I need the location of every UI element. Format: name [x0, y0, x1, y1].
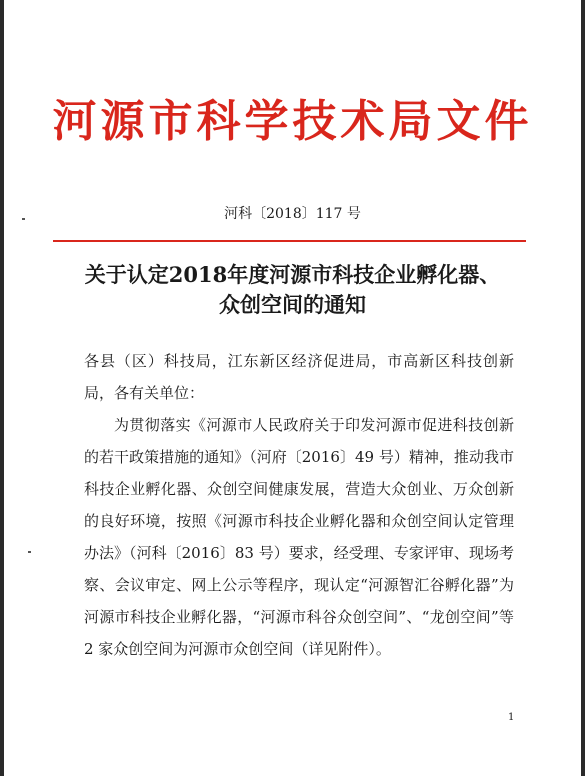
- red-divider-line: [53, 240, 526, 242]
- notice-title-line2: 众创空间的通知: [219, 292, 366, 317]
- issuer-header: 河源市科学技术局文件: [52, 96, 533, 147]
- body-paragraph: 为贯彻落实《河源市人民政府关于印发河源市促进科技创新的若干政策措施的通知》（河府〔2016〕49 号）精神，推动我市科技企业孵化器、众创空间健康发展，营造大众创业、万众创新的良好环境，按照《河源市科技企业孵化器和众创空间认定管理办法》（河科〔2016〕83 号）要求，经受理、专家评审、现场考察、会议审定、网上公示等程序，现认定“河源智汇谷孵化器”为河源市科技企业孵化器，“河源市科谷众创空间”、“龙创空间”等 2 家众创空间为河源市众创空间（详见附件）。: [84, 416, 514, 658]
- scan-speck: [28, 551, 31, 553]
- salutation: 各县（区）科技局，江东新区经济促进局，市高新区科技创新局，各有关单位：: [84, 352, 514, 402]
- notice-title: [0, 260, 585, 320]
- notice-body: [84, 345, 514, 665]
- page-number: 1: [508, 712, 515, 723]
- document-number: 河科〔2018〕117 号: [224, 206, 361, 222]
- notice-title-line1: 关于认定2018年度河源市科技企业孵化器、: [84, 262, 501, 287]
